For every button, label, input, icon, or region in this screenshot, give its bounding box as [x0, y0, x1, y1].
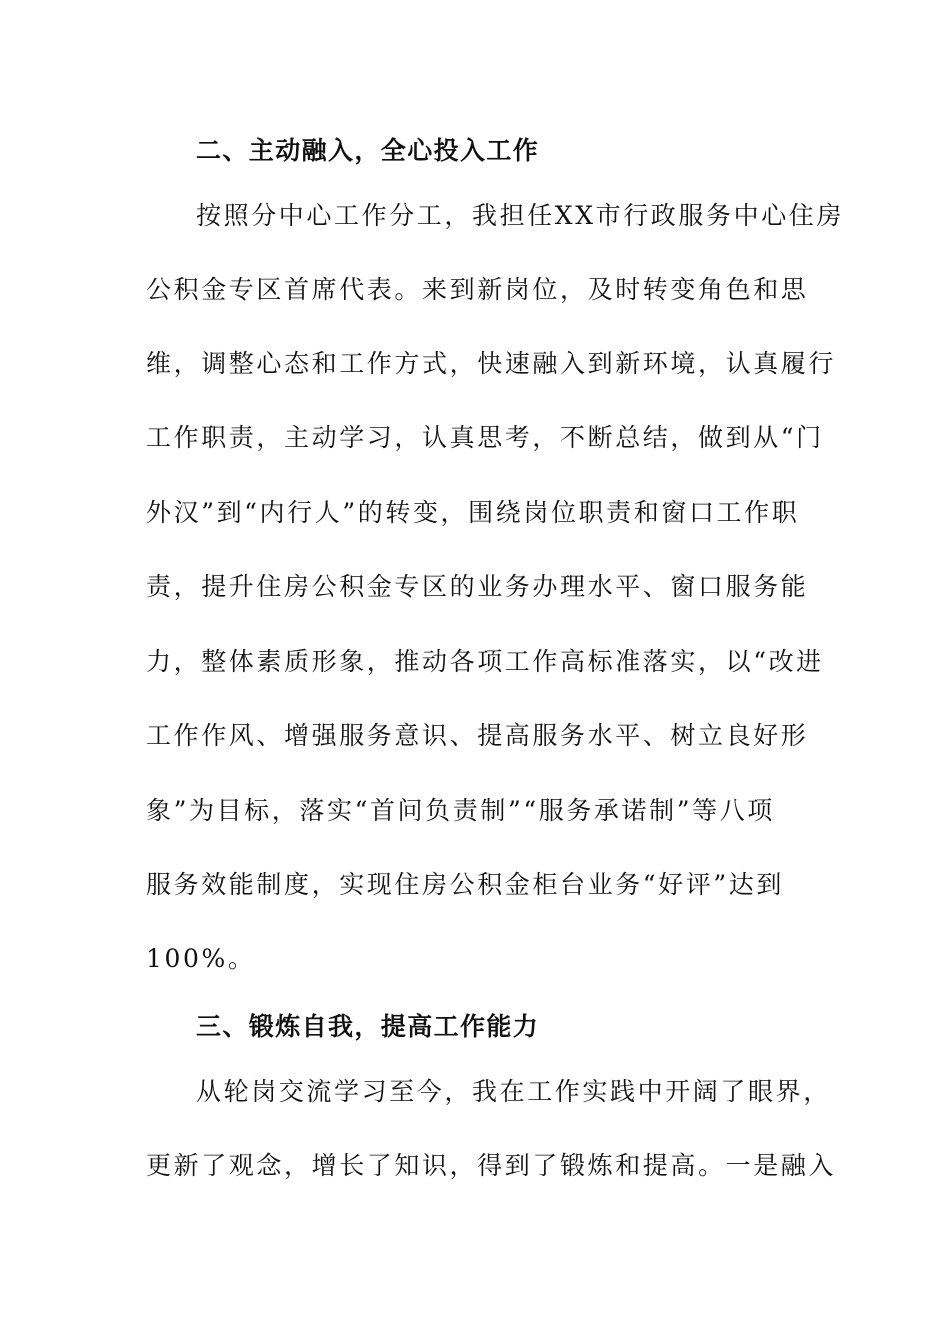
section-heading-3: 三、锻炼自我，提高工作能力 [196, 1012, 540, 1041]
paragraph-line: 按照分中心工作分工，我担任XX市行政服务中心住房 [196, 201, 844, 230]
paragraph-line: 力，整体素质形象，推动各项工作高标准落实，以“改进 [146, 647, 824, 676]
paragraph-line: 服务效能制度，实现住房公积金柜台业务“好评”达到 [146, 870, 784, 899]
paragraph-line: 象”为目标，落实“首问负责制”“服务承诺制”等八项 [146, 796, 775, 825]
paragraph-line: 工作职责，主动学习，认真思考，不断总结，做到从“门 [146, 423, 824, 452]
section-heading-2: 二、主动融入，全心投入工作 [196, 136, 540, 165]
paragraph-line: 维，调整心态和工作方式，快速融入到新环境，认真履行 [146, 349, 837, 378]
paragraph-line: 外汉”到“内行人”的转变，围绕岗位职责和窗口工作职 [146, 498, 800, 527]
paragraph-line: 从轮岗交流学习至今，我在工作实践中开阔了眼界， [196, 1077, 831, 1106]
paragraph-line: 公积金专区首席代表。来到新岗位，及时转变角色和思 [146, 275, 809, 304]
paragraph-line: 工作作风、增强服务意识、提高服务水平、树立良好形 [146, 721, 809, 750]
paragraph-line: 更新了观念，增长了知识，得到了锻炼和提高。一是融入 [146, 1151, 837, 1180]
paragraph-line: 责，提升住房公积金专区的业务办理水平、窗口服务能 [146, 572, 809, 601]
paragraph-line: 100%。 [146, 944, 256, 973]
